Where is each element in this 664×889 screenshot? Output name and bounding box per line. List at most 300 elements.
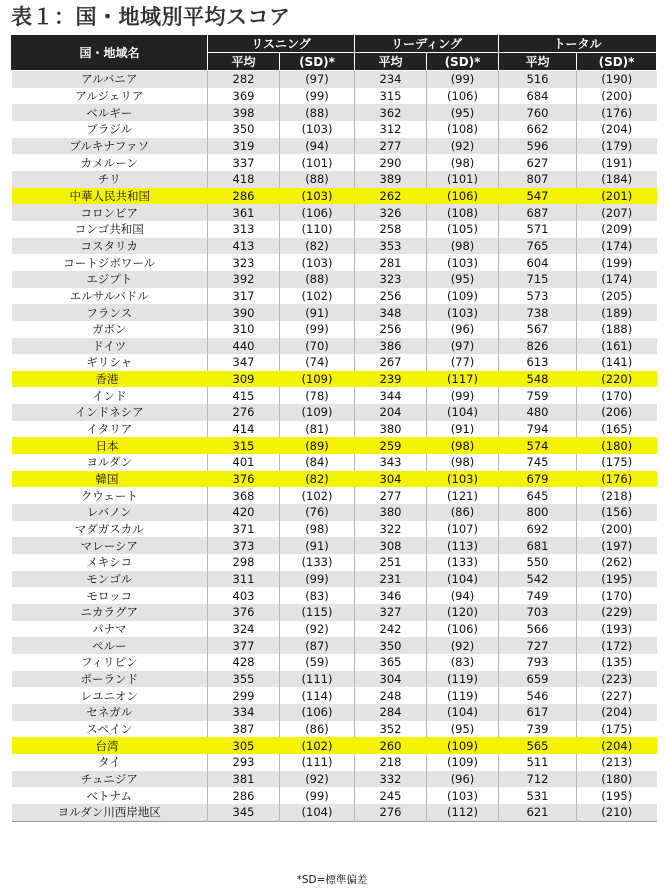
country-name-cell: マダガスカル	[12, 521, 208, 538]
total-sd-cell: (170)	[577, 387, 657, 404]
country-name-cell: フランス	[12, 304, 208, 321]
listening-mean-cell: 313	[208, 221, 280, 238]
listening-mean-cell: 403	[208, 587, 280, 604]
table-row	[12, 521, 657, 538]
table-row	[12, 304, 657, 321]
total-mean-cell: 715	[499, 271, 577, 288]
listening-mean-cell: 381	[208, 771, 280, 788]
reading-sd-cell: (112)	[427, 804, 499, 821]
listening-mean-cell: 299	[208, 687, 280, 704]
reading-mean-cell: 276	[355, 804, 427, 821]
total-mean-cell: 679	[499, 471, 577, 488]
total-mean-header: 平均	[499, 53, 577, 71]
reading-sd-cell: (109)	[427, 737, 499, 754]
total-mean-cell: 765	[499, 238, 577, 255]
table-row	[12, 787, 657, 804]
total-mean-cell: 621	[499, 804, 577, 821]
reading-mean-cell: 343	[355, 454, 427, 471]
listening-mean-cell: 373	[208, 537, 280, 554]
reading-sd-cell: (94)	[427, 587, 499, 604]
reading-mean-cell: 362	[355, 104, 427, 121]
reading-mean-cell: 327	[355, 604, 427, 621]
reading-sd-cell: (92)	[427, 138, 499, 155]
country-name-cell: パナマ	[12, 621, 208, 638]
total-mean-cell: 659	[499, 671, 577, 688]
table-row	[12, 721, 657, 738]
total-sd-cell: (195)	[577, 787, 657, 804]
reading-mean-cell: 290	[355, 154, 427, 171]
total-sd-cell: (200)	[577, 521, 657, 538]
listening-sd-cell: (99)	[280, 571, 355, 588]
listening-mean-cell: 347	[208, 354, 280, 371]
total-sd-cell: (197)	[577, 537, 657, 554]
total-sd-cell: (218)	[577, 487, 657, 504]
listening-sd-cell: (104)	[280, 804, 355, 821]
table-row	[12, 754, 657, 771]
total-sd-cell: (176)	[577, 471, 657, 488]
reading-sd-cell: (103)	[427, 254, 499, 271]
reading-mean-cell: 352	[355, 721, 427, 738]
total-sd-cell: (165)	[577, 421, 657, 438]
reading-sd-cell: (92)	[427, 637, 499, 654]
total-sd-cell: (200)	[577, 88, 657, 105]
total-mean-cell: 617	[499, 704, 577, 721]
listening-mean-cell: 371	[208, 521, 280, 538]
total-sd-cell: (204)	[577, 737, 657, 754]
listening-sd-cell: (87)	[280, 637, 355, 654]
table-row-highlighted	[12, 471, 657, 488]
listening-mean-cell: 334	[208, 704, 280, 721]
table-row-highlighted	[12, 188, 657, 205]
total-mean-cell: 692	[499, 521, 577, 538]
total-mean-cell: 567	[499, 321, 577, 338]
table-row	[12, 171, 657, 188]
listening-mean-cell: 345	[208, 804, 280, 821]
total-sd-cell: (227)	[577, 687, 657, 704]
reading-mean-cell: 353	[355, 238, 427, 255]
total-mean-cell: 684	[499, 88, 577, 105]
reading-mean-cell: 304	[355, 671, 427, 688]
total-sd-cell: (201)	[577, 188, 657, 205]
total-sd-cell: (204)	[577, 121, 657, 138]
table-row	[12, 621, 657, 638]
reading-mean-cell: 284	[355, 704, 427, 721]
total-sd-cell: (176)	[577, 104, 657, 121]
reading-mean-cell: 218	[355, 754, 427, 771]
total-mean-cell: 550	[499, 554, 577, 571]
country-name-cell: ドイツ	[12, 338, 208, 355]
country-name-cell: マレーシア	[12, 537, 208, 554]
reading-mean-cell: 239	[355, 371, 427, 388]
reading-mean-cell: 204	[355, 404, 427, 421]
country-name-cell: ベルギー	[12, 104, 208, 121]
total-mean-cell: 573	[499, 288, 577, 305]
listening-sd-cell: (92)	[280, 771, 355, 788]
table-row	[12, 537, 657, 554]
reading-mean-cell: 304	[355, 471, 427, 488]
country-name-cell: ブルキナファソ	[12, 138, 208, 155]
listening-sd-cell: (109)	[280, 371, 355, 388]
table-row	[12, 804, 657, 821]
reading-mean-cell: 315	[355, 88, 427, 105]
listening-sd-cell: (98)	[280, 521, 355, 538]
listening-sd-cell: (101)	[280, 154, 355, 171]
listening-sd-cell: (86)	[280, 721, 355, 738]
country-name-cell: ギリシャ	[12, 354, 208, 371]
total-sd-cell: (180)	[577, 771, 657, 788]
total-sd-cell: (199)	[577, 254, 657, 271]
reading-sd-cell: (119)	[427, 671, 499, 688]
country-name-cell: カメルーン	[12, 154, 208, 171]
reading-sd-cell: (106)	[427, 621, 499, 638]
total-group-header: トータル	[499, 35, 657, 53]
country-name-cell: レバノン	[12, 504, 208, 521]
listening-mean-cell: 392	[208, 271, 280, 288]
reading-mean-cell: 260	[355, 737, 427, 754]
total-sd-cell: (213)	[577, 754, 657, 771]
listening-mean-cell: 398	[208, 104, 280, 121]
total-sd-cell: (174)	[577, 271, 657, 288]
listening-mean-cell: 305	[208, 737, 280, 754]
reading-mean-cell: 312	[355, 121, 427, 138]
score-table	[11, 34, 657, 822]
reading-mean-cell: 365	[355, 654, 427, 671]
reading-mean-cell: 251	[355, 554, 427, 571]
listening-mean-cell: 355	[208, 671, 280, 688]
total-sd-cell: (190)	[577, 71, 657, 88]
total-sd-cell: (180)	[577, 437, 657, 454]
listening-mean-cell: 350	[208, 121, 280, 138]
table-row	[12, 104, 657, 121]
listening-sd-cell: (102)	[280, 487, 355, 504]
table-row	[12, 654, 657, 671]
listening-sd-cell: (103)	[280, 121, 355, 138]
country-name-cell: エジプト	[12, 271, 208, 288]
country-name-cell: エルサルバドル	[12, 288, 208, 305]
reading-mean-cell: 277	[355, 487, 427, 504]
listening-sd-cell: (81)	[280, 421, 355, 438]
listening-sd-cell: (84)	[280, 454, 355, 471]
total-sd-cell: (262)	[577, 554, 657, 571]
table-row	[12, 571, 657, 588]
table-row-highlighted	[12, 737, 657, 754]
reading-mean-cell: 259	[355, 437, 427, 454]
reading-sd-cell: (99)	[427, 387, 499, 404]
country-name-cell: インドネシア	[12, 404, 208, 421]
listening-mean-cell: 310	[208, 321, 280, 338]
reading-mean-cell: 256	[355, 321, 427, 338]
table-row	[12, 88, 657, 105]
reading-mean-cell: 344	[355, 387, 427, 404]
table-row	[12, 487, 657, 504]
total-mean-cell: 738	[499, 304, 577, 321]
reading-mean-cell: 322	[355, 521, 427, 538]
listening-mean-cell: 317	[208, 288, 280, 305]
reading-sd-cell: (99)	[427, 71, 499, 88]
listening-mean-cell: 376	[208, 604, 280, 621]
total-mean-cell: 687	[499, 204, 577, 221]
listening-sd-cell: (94)	[280, 138, 355, 155]
listening-sd-cell: (78)	[280, 387, 355, 404]
country-name-cell: アルバニア	[12, 71, 208, 88]
listening-sd-cell: (89)	[280, 437, 355, 454]
total-sd-header: (SD)*	[577, 53, 657, 71]
total-mean-cell: 760	[499, 104, 577, 121]
table-body	[12, 71, 657, 822]
listening-sd-cell: (59)	[280, 654, 355, 671]
listening-sd-cell: (106)	[280, 204, 355, 221]
reading-sd-cell: (97)	[427, 338, 499, 355]
total-sd-cell: (179)	[577, 138, 657, 155]
country-name-cell: コスタリカ	[12, 238, 208, 255]
country-name-cell: ニカラグア	[12, 604, 208, 621]
total-sd-cell: (189)	[577, 304, 657, 321]
country-name-cell: ガボン	[12, 321, 208, 338]
country-name-cell: モロッコ	[12, 587, 208, 604]
total-mean-cell: 565	[499, 737, 577, 754]
total-sd-cell: (184)	[577, 171, 657, 188]
country-name-cell: ベトナム	[12, 787, 208, 804]
reading-sd-cell: (86)	[427, 504, 499, 521]
country-name-cell: インド	[12, 387, 208, 404]
listening-mean-cell: 418	[208, 171, 280, 188]
listening-mean-header: 平均	[208, 53, 280, 71]
reading-group-header: リーディング	[355, 35, 499, 53]
table-row-highlighted	[12, 371, 657, 388]
reading-sd-cell: (119)	[427, 687, 499, 704]
country-name-cell: ヨルダン	[12, 454, 208, 471]
table-row	[12, 254, 657, 271]
table-row	[12, 671, 657, 688]
listening-mean-cell: 376	[208, 471, 280, 488]
reading-sd-cell: (96)	[427, 321, 499, 338]
table-row	[12, 387, 657, 404]
listening-sd-cell: (106)	[280, 704, 355, 721]
listening-mean-cell: 323	[208, 254, 280, 271]
country-name-cell: 中華人民共和国	[12, 188, 208, 205]
listening-sd-cell: (102)	[280, 288, 355, 305]
footnote: *SD=標準偏差	[296, 874, 368, 886]
total-sd-cell: (223)	[577, 671, 657, 688]
total-sd-cell: (170)	[577, 587, 657, 604]
table-row	[12, 204, 657, 221]
reading-mean-cell: 277	[355, 138, 427, 155]
reading-mean-cell: 350	[355, 637, 427, 654]
reading-sd-cell: (117)	[427, 371, 499, 388]
listening-mean-cell: 311	[208, 571, 280, 588]
table-row	[12, 288, 657, 305]
reading-mean-cell: 348	[355, 304, 427, 321]
listening-sd-cell: (82)	[280, 471, 355, 488]
total-sd-cell: (175)	[577, 454, 657, 471]
reading-mean-cell: 281	[355, 254, 427, 271]
reading-mean-cell: 262	[355, 188, 427, 205]
total-mean-cell: 516	[499, 71, 577, 88]
listening-sd-cell: (88)	[280, 271, 355, 288]
reading-sd-cell: (98)	[427, 437, 499, 454]
listening-mean-cell: 369	[208, 88, 280, 105]
total-mean-cell: 596	[499, 138, 577, 155]
listening-sd-cell: (91)	[280, 304, 355, 321]
total-mean-cell: 807	[499, 171, 577, 188]
total-mean-cell: 703	[499, 604, 577, 621]
listening-mean-cell: 387	[208, 721, 280, 738]
table-row	[12, 71, 657, 88]
reading-mean-cell: 386	[355, 338, 427, 355]
listening-sd-cell: (103)	[280, 188, 355, 205]
table-row	[12, 604, 657, 621]
reading-sd-header: (SD)*	[427, 53, 499, 71]
total-sd-cell: (172)	[577, 637, 657, 654]
listening-mean-cell: 286	[208, 787, 280, 804]
table-row	[12, 321, 657, 338]
listening-mean-cell: 401	[208, 454, 280, 471]
total-mean-cell: 542	[499, 571, 577, 588]
reading-mean-cell: 380	[355, 504, 427, 521]
listening-sd-cell: (99)	[280, 321, 355, 338]
total-mean-cell: 574	[499, 437, 577, 454]
listening-sd-cell: (103)	[280, 254, 355, 271]
table-row	[12, 637, 657, 654]
country-name-cell: チリ	[12, 171, 208, 188]
listening-mean-cell: 282	[208, 71, 280, 88]
total-mean-cell: 546	[499, 687, 577, 704]
reading-sd-cell: (108)	[427, 204, 499, 221]
total-mean-cell: 645	[499, 487, 577, 504]
listening-sd-cell: (97)	[280, 71, 355, 88]
country-name-cell: タイ	[12, 754, 208, 771]
listening-sd-cell: (91)	[280, 537, 355, 554]
listening-mean-cell: 298	[208, 554, 280, 571]
listening-sd-cell: (102)	[280, 737, 355, 754]
reading-sd-cell: (96)	[427, 771, 499, 788]
reading-sd-cell: (101)	[427, 171, 499, 188]
reading-sd-cell: (103)	[427, 787, 499, 804]
listening-sd-cell: (99)	[280, 88, 355, 105]
listening-mean-cell: 276	[208, 404, 280, 421]
total-sd-cell: (175)	[577, 721, 657, 738]
reading-sd-cell: (109)	[427, 754, 499, 771]
country-name-cell: チュニジア	[12, 771, 208, 788]
table-row	[12, 687, 657, 704]
reading-sd-cell: (98)	[427, 454, 499, 471]
country-name-cell: メキシコ	[12, 554, 208, 571]
reading-sd-cell: (106)	[427, 88, 499, 105]
table-row	[12, 238, 657, 255]
reading-mean-cell: 248	[355, 687, 427, 704]
reading-mean-cell: 380	[355, 421, 427, 438]
listening-mean-cell: 390	[208, 304, 280, 321]
listening-mean-cell: 324	[208, 621, 280, 638]
country-name-cell: コロンビア	[12, 204, 208, 221]
listening-sd-cell: (83)	[280, 587, 355, 604]
header-row-groups	[12, 35, 657, 53]
table-header	[12, 35, 657, 71]
total-sd-cell: (210)	[577, 804, 657, 821]
reading-mean-cell: 346	[355, 587, 427, 604]
table-row	[12, 554, 657, 571]
listening-mean-cell: 309	[208, 371, 280, 388]
listening-mean-cell: 337	[208, 154, 280, 171]
reading-sd-cell: (133)	[427, 554, 499, 571]
listening-sd-cell: (82)	[280, 238, 355, 255]
country-name-cell: ブラジル	[12, 121, 208, 138]
total-sd-cell: (229)	[577, 604, 657, 621]
reading-mean-cell: 245	[355, 787, 427, 804]
total-sd-cell: (220)	[577, 371, 657, 388]
table-row	[12, 138, 657, 155]
table-row	[12, 587, 657, 604]
listening-sd-cell: (110)	[280, 221, 355, 238]
listening-sd-cell: (99)	[280, 787, 355, 804]
total-mean-cell: 604	[499, 254, 577, 271]
listening-mean-cell: 420	[208, 504, 280, 521]
listening-sd-cell: (115)	[280, 604, 355, 621]
listening-mean-cell: 286	[208, 188, 280, 205]
total-mean-cell: 712	[499, 771, 577, 788]
reading-sd-cell: (106)	[427, 188, 499, 205]
table-title: 表１：国・地域別平均スコア	[11, 5, 291, 29]
country-name-cell: ペルー	[12, 637, 208, 654]
total-mean-cell: 547	[499, 188, 577, 205]
total-mean-cell: 480	[499, 404, 577, 421]
reading-sd-cell: (77)	[427, 354, 499, 371]
country-name-cell: 韓国	[12, 471, 208, 488]
listening-mean-cell: 293	[208, 754, 280, 771]
country-name-cell: ポーランド	[12, 671, 208, 688]
total-sd-cell: (205)	[577, 288, 657, 305]
listening-sd-cell: (88)	[280, 104, 355, 121]
total-mean-cell: 745	[499, 454, 577, 471]
table-row	[12, 704, 657, 721]
total-mean-cell: 794	[499, 421, 577, 438]
reading-sd-cell: (91)	[427, 421, 499, 438]
total-mean-cell: 800	[499, 504, 577, 521]
total-mean-cell: 727	[499, 637, 577, 654]
reading-sd-cell: (104)	[427, 704, 499, 721]
listening-group-header: リスニング	[208, 35, 355, 53]
country-name-cell: 台湾	[12, 737, 208, 754]
reading-mean-cell: 256	[355, 288, 427, 305]
reading-sd-cell: (95)	[427, 721, 499, 738]
total-mean-cell: 571	[499, 221, 577, 238]
reading-mean-cell: 231	[355, 571, 427, 588]
listening-sd-cell: (111)	[280, 754, 355, 771]
total-mean-cell: 662	[499, 121, 577, 138]
country-name-cell: モンゴル	[12, 571, 208, 588]
reading-sd-cell: (108)	[427, 121, 499, 138]
total-mean-cell: 681	[499, 537, 577, 554]
listening-sd-cell: (74)	[280, 354, 355, 371]
reading-mean-cell: 389	[355, 171, 427, 188]
total-sd-cell: (207)	[577, 204, 657, 221]
reading-sd-cell: (109)	[427, 288, 499, 305]
table-row-highlighted	[12, 437, 657, 454]
table-row	[12, 121, 657, 138]
total-mean-cell: 566	[499, 621, 577, 638]
table-row	[12, 354, 657, 371]
total-mean-cell: 793	[499, 654, 577, 671]
reading-sd-cell: (95)	[427, 104, 499, 121]
total-sd-cell: (156)	[577, 504, 657, 521]
table-row	[12, 421, 657, 438]
total-sd-cell: (141)	[577, 354, 657, 371]
reading-sd-cell: (107)	[427, 521, 499, 538]
reading-sd-cell: (103)	[427, 471, 499, 488]
total-mean-cell: 613	[499, 354, 577, 371]
total-mean-cell: 749	[499, 587, 577, 604]
listening-mean-cell: 440	[208, 338, 280, 355]
